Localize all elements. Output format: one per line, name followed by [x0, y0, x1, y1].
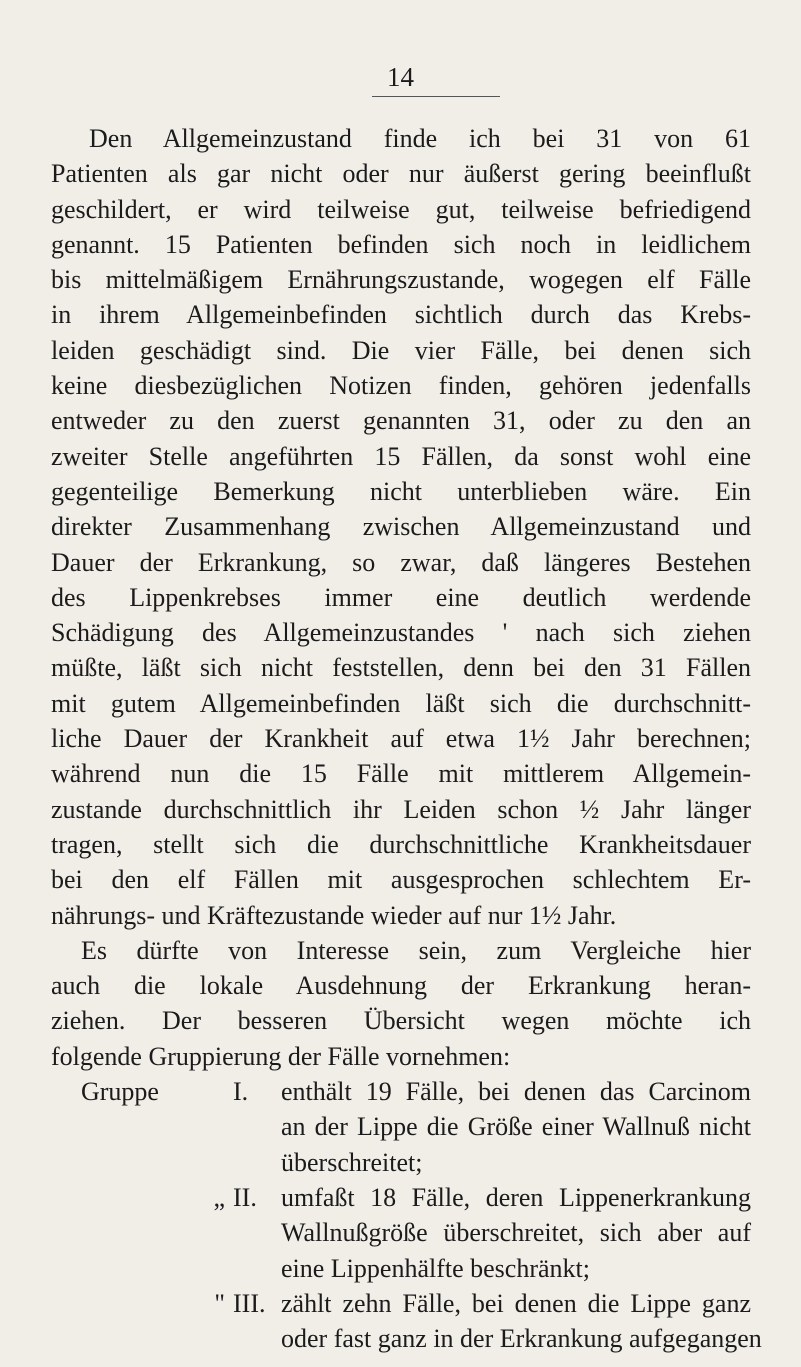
text-line: entweder zu den zuerst genannten 31, oder zu den an	[51, 406, 751, 436]
text-line: liche Dauer der Krankheit auf etwa 1½ Jahr berechnen;	[51, 724, 751, 754]
group-row	[51, 1074, 751, 1109]
group-label	[51, 1180, 197, 1215]
page-number-rule	[372, 96, 500, 97]
text-line: des Lippenkrebses immer eine deutlich werdende	[51, 582, 751, 612]
group-list	[51, 1074, 762, 1356]
group-text: überschreitet;	[281, 1147, 423, 1177]
group-item-2	[51, 1180, 751, 1286]
text-line: während nun die 15 Fälle mit mittlerem Allgemein-	[51, 759, 751, 789]
text-line: direkter Zusammenhang zwischen Allgemeinzustand und	[51, 512, 751, 542]
text-line: Den Allgemeinzustand finde ich bei 31 von 61	[89, 124, 751, 153]
text-line: folgende Gruppierung der Fälle vornehmen:	[51, 1041, 511, 1071]
text-line: gegenteilige Bemerkung nicht unterblieben wäre. Ein	[51, 476, 751, 506]
group-label	[51, 1286, 197, 1321]
group-ditto-mark: „	[213, 1182, 225, 1212]
body-text	[51, 121, 762, 1356]
text-line: bei den elf Fällen mit ausgesprochen schlechtem Er-	[51, 865, 751, 895]
group-numeral: II.	[233, 1182, 257, 1212]
text-line: ziehen. Der besseren Übersicht wegen möchte ich	[51, 1006, 751, 1036]
text-line: Es dürfte von Interesse sein, zum Vergleiche hier	[81, 935, 751, 965]
page-number: 14	[387, 62, 414, 92]
text-line: bis mittelmäßigem Ernährungszustande, wogegen elf Fälle	[51, 265, 751, 295]
text-line: genannt. 15 Patienten befinden sich noch in leidlichem	[51, 229, 751, 259]
group-text: eine Lippenhälfte beschränkt;	[281, 1253, 590, 1283]
text-line: auch die lokale Ausdehnung der Erkrankung heran-	[51, 971, 751, 1001]
text-line: müßte, läßt sich nicht feststellen, denn bei den 31 Fällen	[51, 653, 751, 683]
group-text: oder fast ganz in der Erkrankung aufgegangen	[281, 1324, 762, 1354]
text-line: Patienten als gar nicht oder nur äußerst gering beeinflußt	[51, 159, 751, 189]
group-text: zählt zehn Fälle, bei denen die Lippe ganz	[281, 1288, 751, 1318]
text-line: mit gutem Allgemeinbefinden läßt sich die durchschnitt-	[51, 688, 751, 718]
group-item-3	[51, 1286, 762, 1357]
group-label: Gruppe	[81, 1077, 159, 1107]
text-line: leiden geschädigt sind. Die vier Fälle, bei denen sich	[51, 335, 751, 365]
group-row	[51, 1286, 751, 1321]
group-ditto-mark	[181, 1074, 233, 1109]
group-numeral: I.	[233, 1077, 249, 1107]
group-text: umfaßt 18 Fälle, deren Lippenerkrankung	[281, 1182, 751, 1212]
text-line: in ihrem Allgemeinbefinden sichtlich durch das Krebs-	[51, 300, 751, 330]
text-line: zweiter Stelle angeführten 15 Fällen, da sonst wohl eine	[51, 441, 751, 471]
group-text: enthält 19 Fälle, bei denen das Carcinom	[281, 1077, 751, 1107]
text-line: nährungs- und Kräftezustande wieder auf nur 1½ Jahr.	[51, 900, 617, 930]
group-ditto-mark: "	[214, 1288, 225, 1318]
group-text: Wallnußgröße überschreitet, sich aber auf	[281, 1218, 751, 1248]
text-line: keine diesbezüglichen Notizen finden, gehören jedenfalls	[51, 371, 751, 401]
text-line: Dauer der Erkrankung, so zwar, daß längeres Bestehen	[51, 547, 751, 577]
group-text: an der Lippe die Größe einer Wallnuß nicht	[281, 1112, 751, 1142]
text-line: zustande durchschnittlich ihr Leiden schon ½ Jahr länger	[51, 794, 751, 824]
group-item-1	[51, 1074, 751, 1180]
group-row	[51, 1180, 751, 1215]
paragraph-1	[51, 121, 751, 933]
text-line: tragen, stellt sich die durchschnittliche Krankheitsdauer	[51, 829, 751, 859]
group-numeral: III.	[233, 1288, 266, 1318]
text-line: geschildert, er wird teilweise gut, teilweise befriedigend	[51, 194, 751, 224]
paragraph-2	[51, 933, 751, 1074]
text-line: Schädigung des Allgemeinzustandes ' nach sich ziehen	[51, 618, 751, 648]
